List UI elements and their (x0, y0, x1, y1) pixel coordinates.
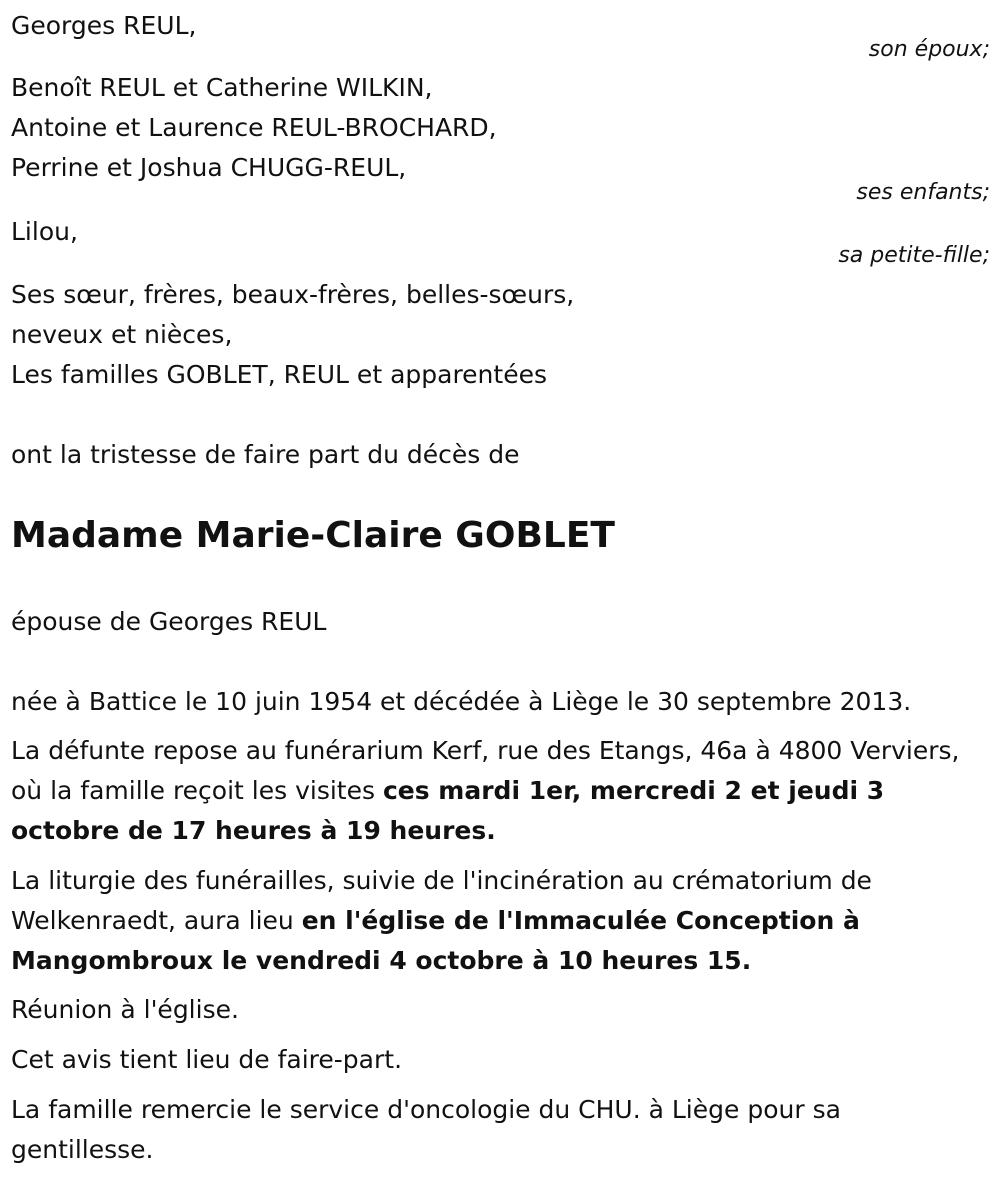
deceased-name: Madame Marie-Claire GOBLET (11, 515, 615, 556)
announcement-text: ont la tristesse de faire part du décès de (11, 440, 520, 469)
spouse-name: Georges REUL, (11, 11, 197, 40)
granddaughter-role: sa petite-fille; (838, 243, 990, 268)
funeral-paragraph (11, 861, 996, 981)
visitation-text: La défunte repose au funérarium Kerf, rue des Etangs, 46a à 4800 Verviers, où la famille reçoit les visites (11, 736, 960, 805)
notice-note: Cet avis tient lieu de faire-part. (11, 1045, 403, 1074)
thanks-note: La famille remercie le service d'oncologie du CHU. à Liège pour sa gentillesse. (11, 1095, 841, 1164)
granddaughter-name: Lilou, (11, 217, 78, 246)
funeral-text: La liturgie des funérailles, suivie de l'incinération au crématorium de Welkenraedt, aura lieu (11, 866, 872, 935)
deceased-spouse-line: épouse de Georges REUL (11, 607, 327, 636)
child-line: Antoine et Laurence REUL-BROCHARD, (11, 113, 497, 142)
funeral-details: en l'église de l'Immaculée Conception à Mangombroux le vendredi 4 octobre à 10 heures 15. (11, 906, 860, 975)
child-line: Perrine et Joshua CHUGG-REUL, (11, 153, 407, 182)
children-role: ses enfants; (856, 180, 990, 205)
spouse-role: son époux; (868, 37, 990, 62)
relatives-line: Ses sœur, frères, beaux-frères, belles-sœurs, (11, 280, 575, 309)
birth-death-line: née à Battice le 10 juin 1954 et décédée à Liège le 30 septembre 2013. (11, 687, 912, 716)
relatives-line: Les familles GOBLET, REUL et apparentées (11, 360, 547, 389)
relatives-line: neveux et nièces, (11, 320, 233, 349)
visitation-times: ces mardi 1er, mercredi 2 et jeudi 3 octobre de 17 heures à 19 heures. (11, 776, 885, 845)
visitation-paragraph (11, 731, 996, 851)
child-line: Benoît REUL et Catherine WILKIN, (11, 73, 433, 102)
meeting-note: Réunion à l'église. (11, 995, 239, 1024)
